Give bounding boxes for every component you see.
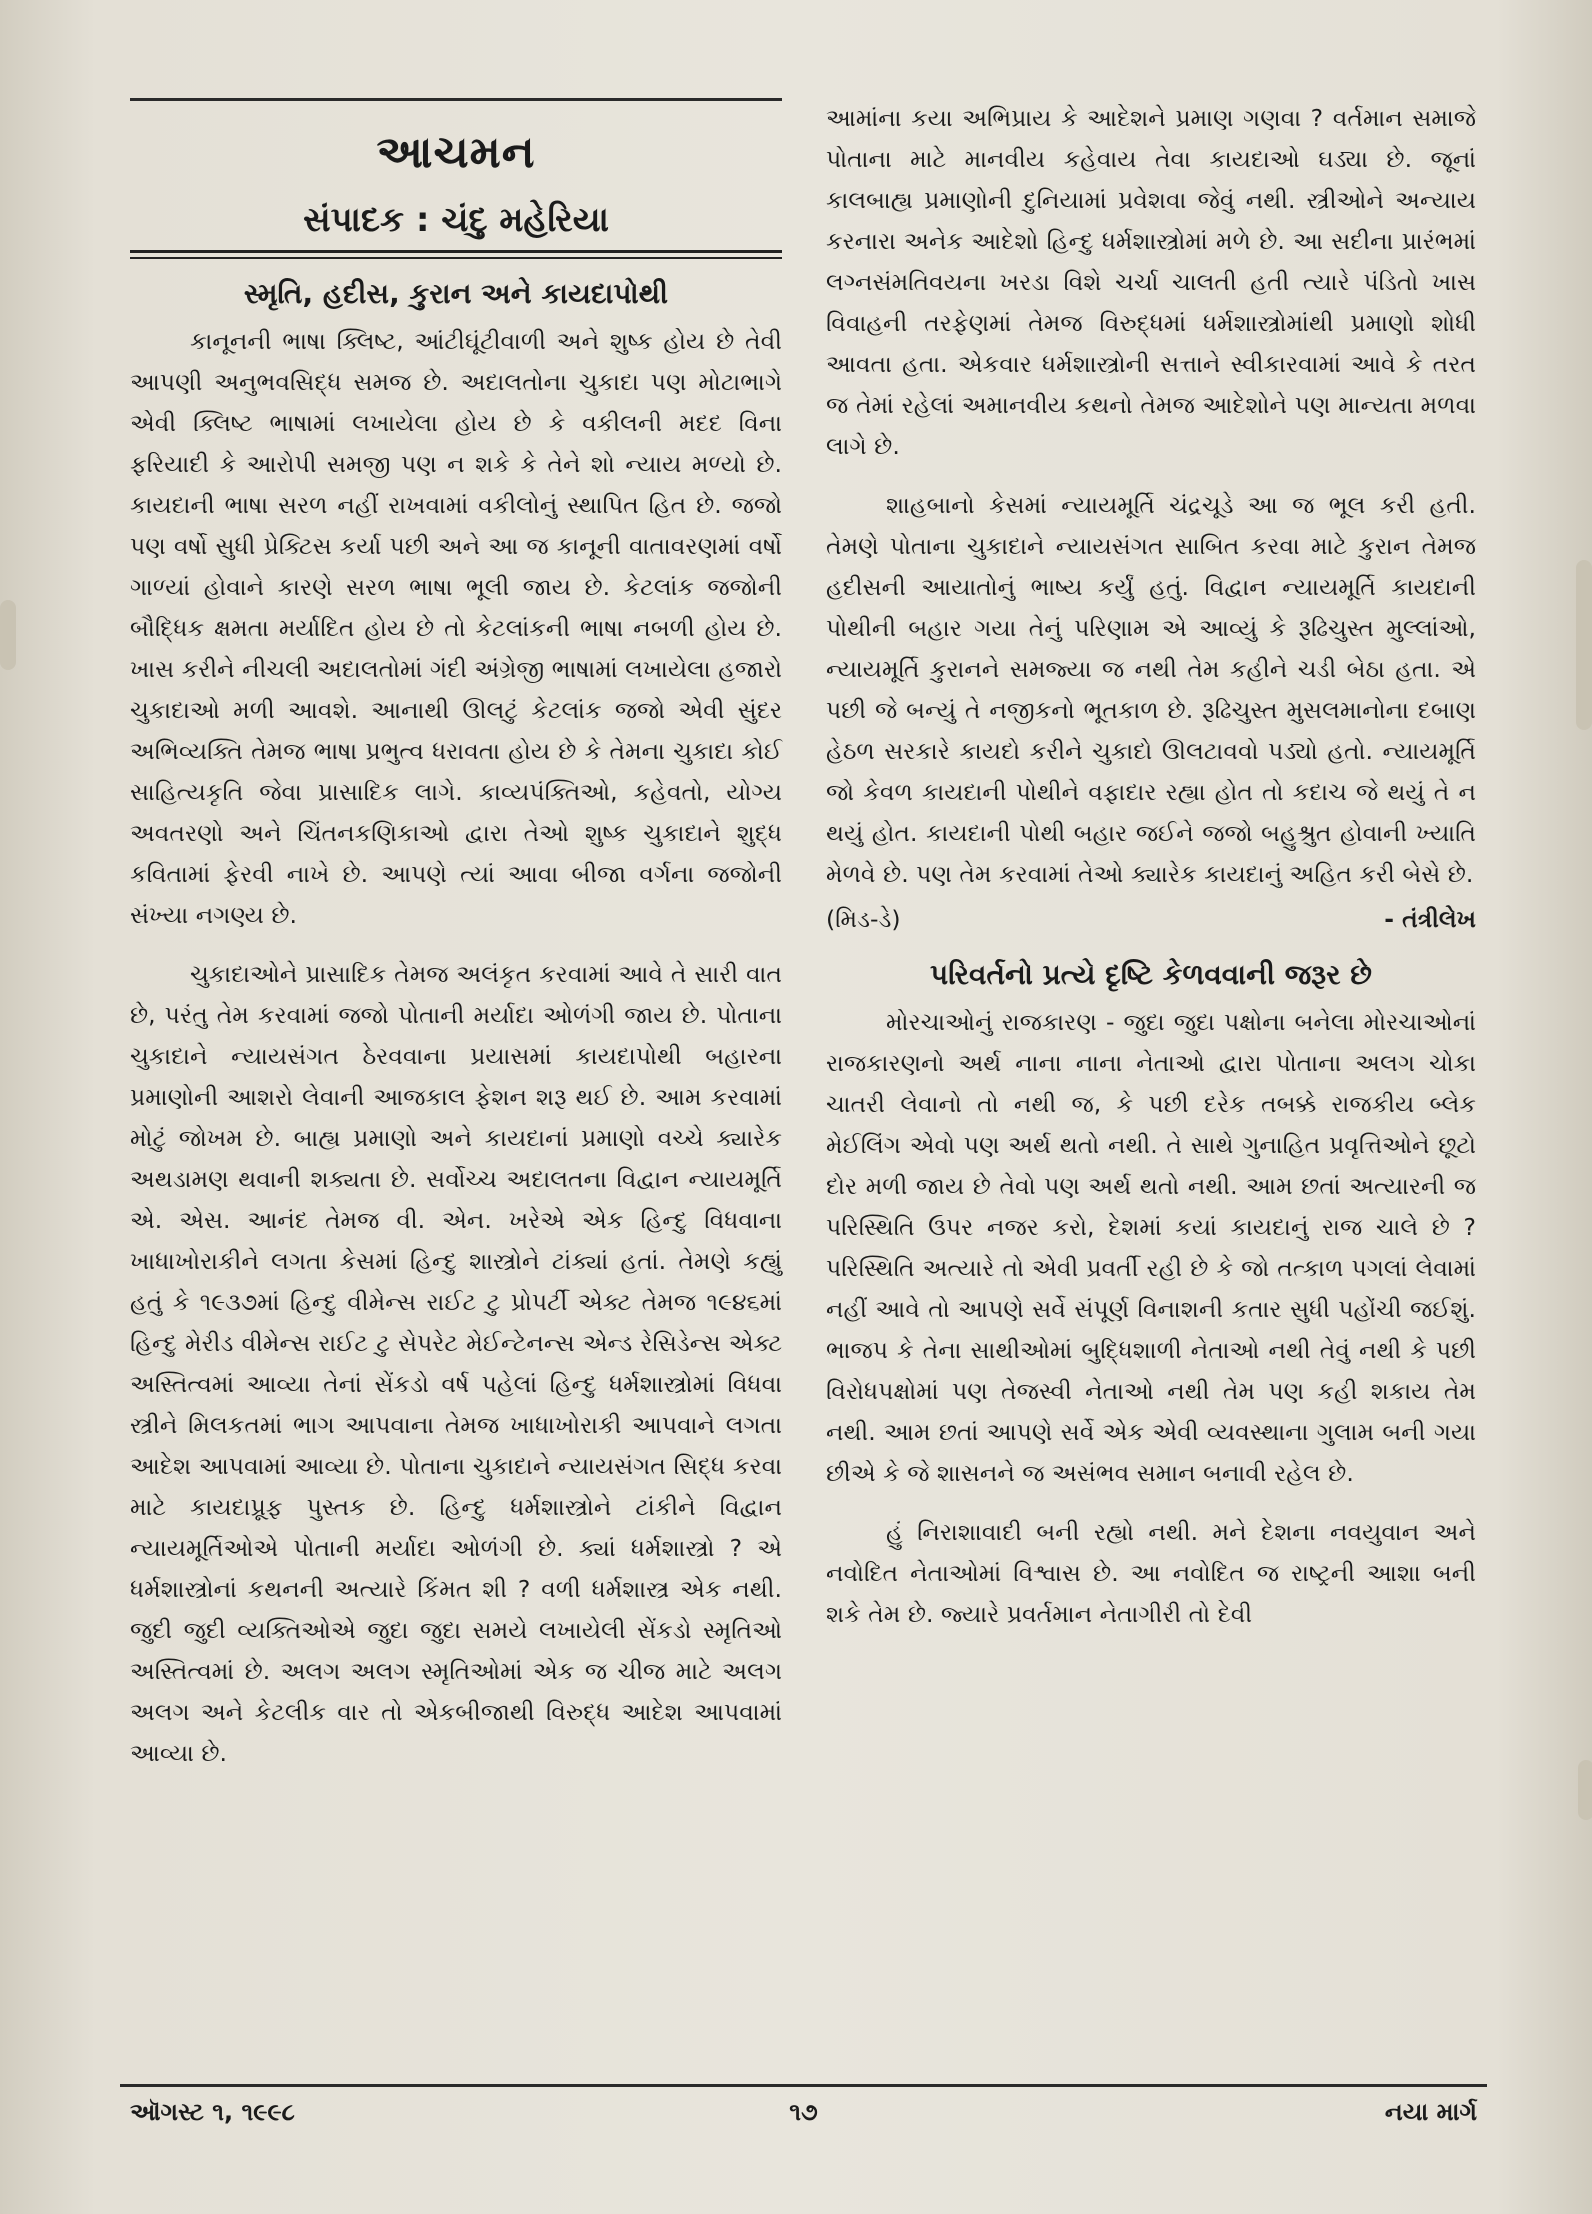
page-tear-mark	[0, 600, 16, 670]
column-title: આચમન	[376, 127, 536, 178]
publication-name: નયા માર્ગ	[1384, 2098, 1477, 2126]
article-title: સ્મૃતિ, હદીસ, કુરાન અને કાયદાપોથી	[243, 277, 669, 310]
issue-date: ઑગસ્ટ ૧, ૧૯૯૮	[130, 2098, 295, 2126]
article-paragraph: કાનૂનની ભાષા ક્લિષ્ટ, આંટીઘૂંટીવાળી અને શુષ્ક હોય છે તેવી આપણી અનુભવસિદ્ધ સમજ છે. અદાલતોના ચુકાદા પણ મોટાભાગે એવી ક્લિષ્ટ ભાષામાં લખાયેલા હોય છે કે વકીલની મદદ વિના ફરિયાદી કે આરોપી સમજી પણ ન શકે કે તેને શો ન્યાય મળ્યો છે. કાયદાની ભાષા સરળ નહીં રાખવામાં વકીલોનું સ્થાપિત હિત છે. જજો પણ વર્ષો સુધી પ્રેક્ટિસ કર્યા પછી અને આ જ કાનૂની વાતાવરણમાં વર્ષો ગાળ્યાં હોવાને કારણે સરળ ભાષા ભૂલી જાય છે. કેટલાંક જજોની બૌદ્ધિક ક્ષમતા મર્યાદિત હોય છે તો કેટલાંકની ભાષા નબળી હોય છે. ખાસ કરીને નીચલી અદાલતોમાં ગંદી અંગ્રેજી ભાષામાં લખાયેલા હજારો ચુકાદાઓ મળી આવશે. આનાથી ઊલટું કેટલાંક જજો એવી સુંદર અભિવ્યક્તિ તેમજ ભાષા પ્રભુત્વ ધરાવતા હોય છે કે તેમના ચુકાદા કોઈ સાહિત્યકૃતિ જેવા પ્રાસાદિક લાગે. કાવ્યપંક્તિઓ, કહેવતો, યોગ્ય અવતરણો અને ચિંતનકણિકાઓ દ્વારા તેઓ શુષ્ક ચુકાદાને શુદ્ધ કવિતામાં ફેરવી નાખે છે. આપણે ત્યાં આવા બીજા વર્ગના જજોની સંખ્યા નગણ્ય છે.	[130, 327, 782, 929]
page-tear-mark	[1578, 1760, 1592, 1820]
page-tear-mark	[1576, 560, 1592, 730]
page-footer	[130, 2098, 1477, 2126]
left-column	[130, 98, 782, 1774]
article-type-label: - તંત્રીલેખ	[1384, 905, 1476, 933]
article-title: પરિવર્તનો પ્રત્યે દૃષ્ટિ કેળવવાની જરૂર છે	[930, 958, 1372, 991]
article-paragraph: શાહબાનો કેસમાં ન્યાયમૂર્તિ ચંદ્રચૂડે આ જ ભૂલ કરી હતી. તેમણે પોતાના ચુકાદાને ન્યાયસંગત સાબિત કરવા માટે કુરાન તેમજ હદીસની આયાતોનું ભાષ્ય કર્યું હતું. વિદ્વાન ન્યાયમૂર્તિ કાયદાની પોથીની બહાર ગયા તેનું પરિણામ એ આવ્યું કે રૂઢિચુસ્ત મુલ્લાંઓ, ન્યાયમૂર્તિ કુરાનને સમજ્યા જ નથી તેમ કહીને ચડી બેઠા હતા. એ પછી જે બન્યું તે નજીકનો ભૂતકાળ છે. રૂઢિચુસ્ત મુસલમાનોના દબાણ હેઠળ સરકારે કાયદો કરીને ચુકાદો ઊલટાવવો પડ્યો હતો. ન્યાયમૂર્તિ જો કેવળ કાયદાની પોથીને વફાદાર રહ્યા હોત તો કદાચ જે થયું તે ન થયું હોત. કાયદાની પોથી બહાર જઈને જજો બહુશ્રુત હોવાની ખ્યાતિ મેળવે છે. પણ તેમ કરવામાં તેઓ ક્યારેક કાયદાનું અહિત કરી બેસે છે.	[826, 491, 1476, 888]
article-byline	[826, 899, 1476, 940]
page-number: ૧૭	[789, 2098, 818, 2126]
editor-credit: સંપાદક : ચંદુ મહેરિયા	[303, 200, 609, 240]
header-double-rule	[130, 250, 782, 259]
article-paragraph: આમાંના કયા અભિપ્રાય કે આદેશને પ્રમાણ ગણવા ? વર્તમાન સમાજે પોતાના માટે માનવીય કહેવાય તેવા કાયદાઓ ઘડ્યા છે. જૂનાં કાલબાહ્ય પ્રમાણોની દુનિયામાં પ્રવેશવા જેવું નથી. સ્ત્રીઓને અન્યાય કરનારા અનેક આદેશો હિન્દુ ધર્મશાસ્ત્રોમાં મળે છે. આ સદીના પ્રારંભમાં લગ્નસંમતિવયના ખરડા વિશે ચર્ચા ચાલતી હતી ત્યારે પંડિતો ખાસ વિવાહની તરફેણમાં તેમજ વિરુદ્ધમાં ધર્મશાસ્ત્રોમાંથી પ્રમાણો શોધી આવતા હતા. એકવાર ધર્મશાસ્ત્રોની સત્તાને સ્વીકારવામાં આવે કે તરત જ તેમાં રહેલાં અમાનવીય કથનો તેમજ આદેશોને પણ માન્યતા મળવા લાગે છે.	[826, 104, 1476, 460]
article-paragraph: ચુકાદાઓને પ્રાસાદિક તેમજ અલંકૃત કરવામાં આવે તે સારી વાત છે, પરંતુ તેમ કરવામાં જજો પોતાની મર્યાદા ઓળંગી જાય છે. પોતાના ચુકાદાને ન્યાયસંગત ઠેરવવાના પ્રયાસમાં કાયદાપોથી બહારના પ્રમાણોની આશરો લેવાની આજકાલ ફેશન શરૂ થઈ છે. આમ કરવામાં મોટું જોખમ છે. બાહ્ય પ્રમાણો અને કાયદાનાં પ્રમાણો વચ્ચે ક્યારેક અથડામણ થવાની શક્યતા છે. સર્વોચ્ચ અદાલતના વિદ્વાન ન્યાયમૂર્તિ એ. એસ. આનંદ તેમજ વી. એન. ખરેએ એક હિન્દુ વિધવાના ખાધાખોરાકીને લગતા કેસમાં હિન્દુ શાસ્ત્રોને ટાંક્યાં હતાં. તેમણે કહ્યું હતું કે ૧૯૩૭માં હિન્દુ વીમેન્સ રાઈટ ટુ પ્રોપર્ટી એક્ટ તેમજ ૧૯૪૬માં હિન્દુ મેરીડ વીમેન્સ રાઈટ ટુ સેપરેટ મેઈન્ટેનન્સ એન્ડ રેસિડેન્સ એક્ટ અસ્તિત્વમાં આવ્યા તેનાં સેંકડો વર્ષ પહેલાં હિન્દુ ધર્મશાસ્ત્રોમાં વિધવા સ્ત્રીને મિલકતમાં ભાગ આપવાના તેમજ ખાધાખોરાકી આપવાને લગતા આદેશ આપવામાં આવ્યા છે. પોતાના ચુકાદાને ન્યાયસંગત સિદ્ધ કરવા માટે કાયદાપ્રૂફ પુસ્તક છે. હિન્દુ ધર્મશાસ્ત્રોને ટાંકીને વિદ્વાન ન્યાયમૂર્તિઓએ પોતાની મર્યાદા ઓળંગી છે. ક્યાં ધર્મશાસ્ત્રો ? એ ધર્મશાસ્ત્રોનાં કથનની અત્યારે કિંમત શી ? વળી ધર્મશાસ્ત્ર એક નથી. જુદી જુદી વ્યક્તિઓએ જુદા જુદા સમયે લખાયેલી સેંકડો સ્મૃતિઓ અસ્તિત્વમાં છે. અલગ અલગ સ્મૃતિઓમાં એક જ ચીજ માટે અલગ અલગ અને કેટલીક વાર તો એકબીજાથી વિરુદ્ધ આદેશ આપવામાં આવ્યા છે.	[130, 960, 782, 1767]
header-top-rule	[130, 98, 782, 101]
right-column	[826, 98, 1476, 1635]
source-label: (મિડ-ડે)	[826, 905, 901, 933]
footer-rule	[120, 2084, 1487, 2087]
article-paragraph: હું નિરાશાવાદી બની રહ્યો નથી. મને દેશના નવયુવાન અને નવોદિત નેતાઓમાં વિશ્વાસ છે. આ નવોદિત જ રાષ્ટ્રની આશા બની શકે તેમ છે. જ્યારે પ્રવર્તમાન નેતાગીરી તો દેવી	[826, 1518, 1476, 1628]
article-paragraph: મોરચાઓનું રાજકારણ - જુદા જુદા પક્ષોના બનેલા મોરચાઓનાં રાજકારણનો અર્થ નાના નાના નેતાઓ દ્વારા પોતાના અલગ ચોકા ચાતરી લેવાનો તો નથી જ, કે પછી દરેક તબક્કે રાજકીય બ્લેક મેઈલિંગ એવો પણ અર્થ થતો નથી. તે સાથે ગુનાહિત પ્રવૃત્તિઓને છૂટો દોર મળી જાય છે તેવો પણ અર્થ થતો નથી. આમ છતાં અત્યારની જ પરિસ્થિતિ ઉપર નજર કરો, દેશમાં કયાં કાયદાનું રાજ ચાલે છે ? પરિસ્થિતિ અત્યારે તો એવી પ્રવર્તી રહી છે કે જો તત્કાળ પગલાં લેવામાં નહીં આવે તો આપણે સર્વે સંપૂર્ણ વિનાશની કતાર સુધી પહોંચી જઈશું. ભાજપ કે તેના સાથીઓમાં બુદ્ધિશાળી નેતાઓ નથી તેવું નથી કે પછી વિરોધપક્ષોમાં પણ તેજસ્વી નેતાઓ નથી તેમ પણ કહી શકાય તેમ નથી. આમ છતાં આપણે સર્વે એક એવી વ્યવસ્થાના ગુલામ બની ગયા છીએ કે જે શાસનને જ અસંભવ સમાન બનાવી રહેલ છે.	[826, 1008, 1476, 1487]
